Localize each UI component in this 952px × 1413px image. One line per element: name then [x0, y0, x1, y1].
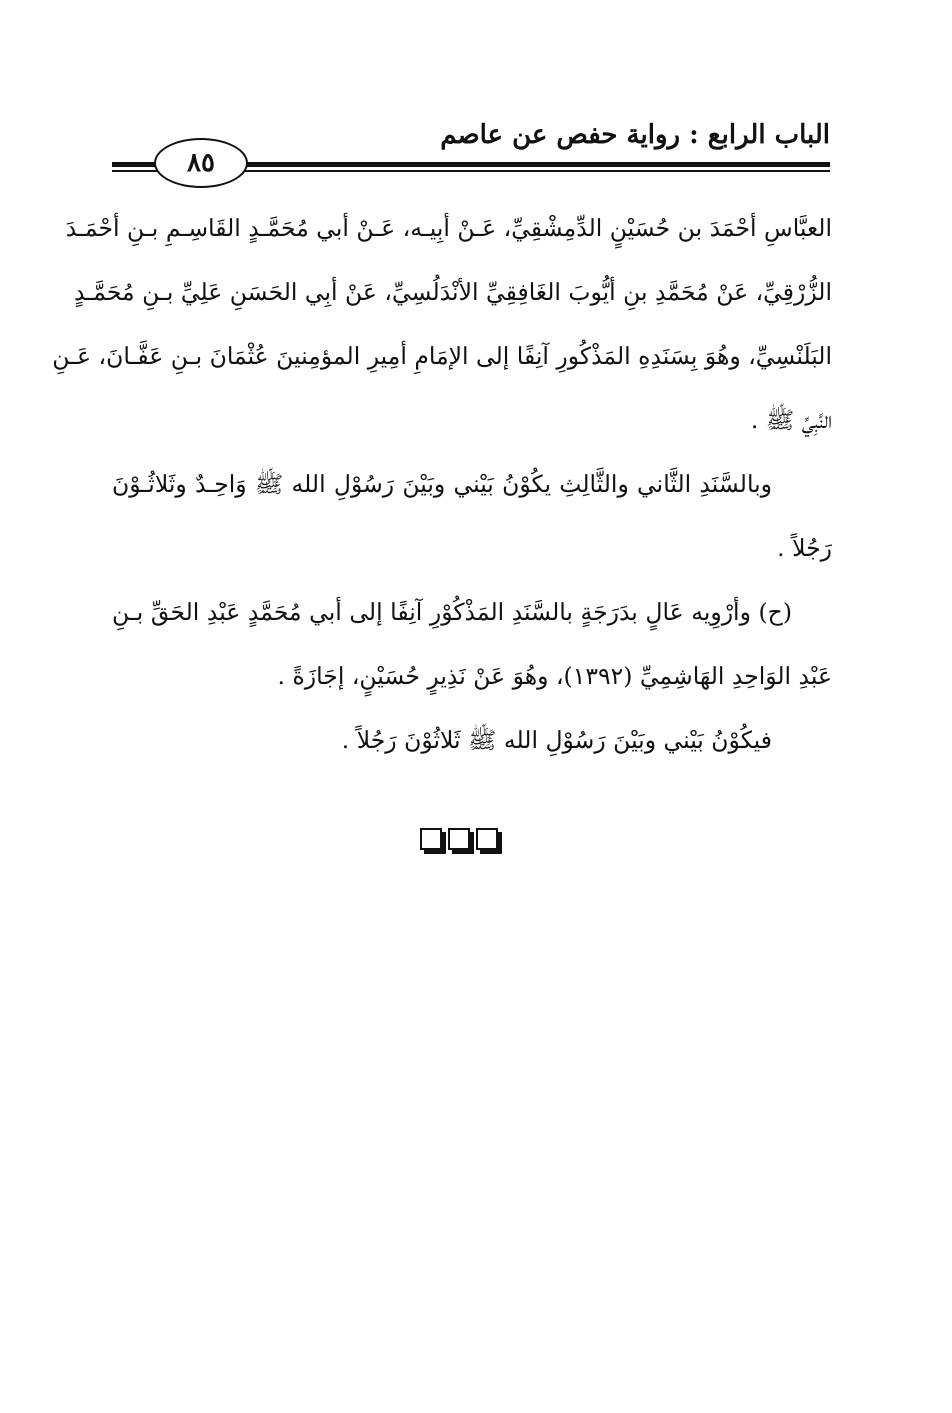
page-number: ٨٥: [154, 138, 248, 188]
end-ornament-icon: [420, 828, 498, 850]
text-line-1: العبَّاسِ أحْمَدَ بن حُسَيْنٍ الدِّمِشْقِيِّ، عَـنْ أبِيـه، عَـنْ أبي مُحَمَّـدٍ القَاسِـمِ بـنِ أحْمَـدَ: [65, 214, 832, 242]
text-line-4: النَّبِيِّ ﷺ .: [750, 406, 832, 434]
text-line-9: فيكُوْنُ بَيْني وبَيْنَ رَسُوْلِ الله ﷺ ثَلاثُوْنَ رَجُلاً .: [341, 726, 772, 754]
text-line-8: عَبْدِ الوَاحِدِ الهَاشِمِيِّ (١٣٩٢)، وهُوَ عَنْ نَذِيرٍ حُسَيْنٍ، إجَازَةً .: [277, 662, 832, 690]
square-box-icon: [448, 828, 470, 850]
body-text: [52, 196, 832, 772]
text-line-5: وبالسَّنَدِ الثَّاني والثَّالِثِ يكُوْنُ بَيْني وبَيْنَ رَسُوْلِ الله ﷺ وَاحِـدٌ وثَلاثُـوْنَ: [112, 470, 772, 498]
page-header: [112, 118, 830, 188]
chapter-title: الباب الرابع : رواية حفص عن عاصم: [440, 120, 830, 150]
text-line-3: البَلَنْسِيِّ، وهُوَ بِسَنَدِهِ المَذْكُورِ آنِفًا إلى الإمَامِ أمِيرِ المؤمِنينَ عُثْمَانَ بـنِ عَفَّـانَ، عَـنِ: [52, 342, 832, 370]
square-box-icon: [476, 828, 498, 850]
text-line-2: الزُّرْقِيِّ، عَنْ مُحَمَّدِ بنِ أيُّوبَ الغَافِقِيِّ الأنْدَلُسِيِّ، عَنْ أبِي الحَسَنِ عَلِيِّ بـنِ مُحَمَّـدٍ: [74, 278, 832, 306]
text-line-6: رَجُلاً .: [777, 534, 832, 562]
square-box-icon: [420, 828, 442, 850]
text-line-7: (ح) وأرْوِيه عَالٍ بدَرَجَةٍ بالسَّنَدِ المَذْكُوْرِ آنِفًا إلى أبي مُحَمَّدٍ عَبْدِ الحَقِّ بـنِ: [112, 598, 792, 626]
